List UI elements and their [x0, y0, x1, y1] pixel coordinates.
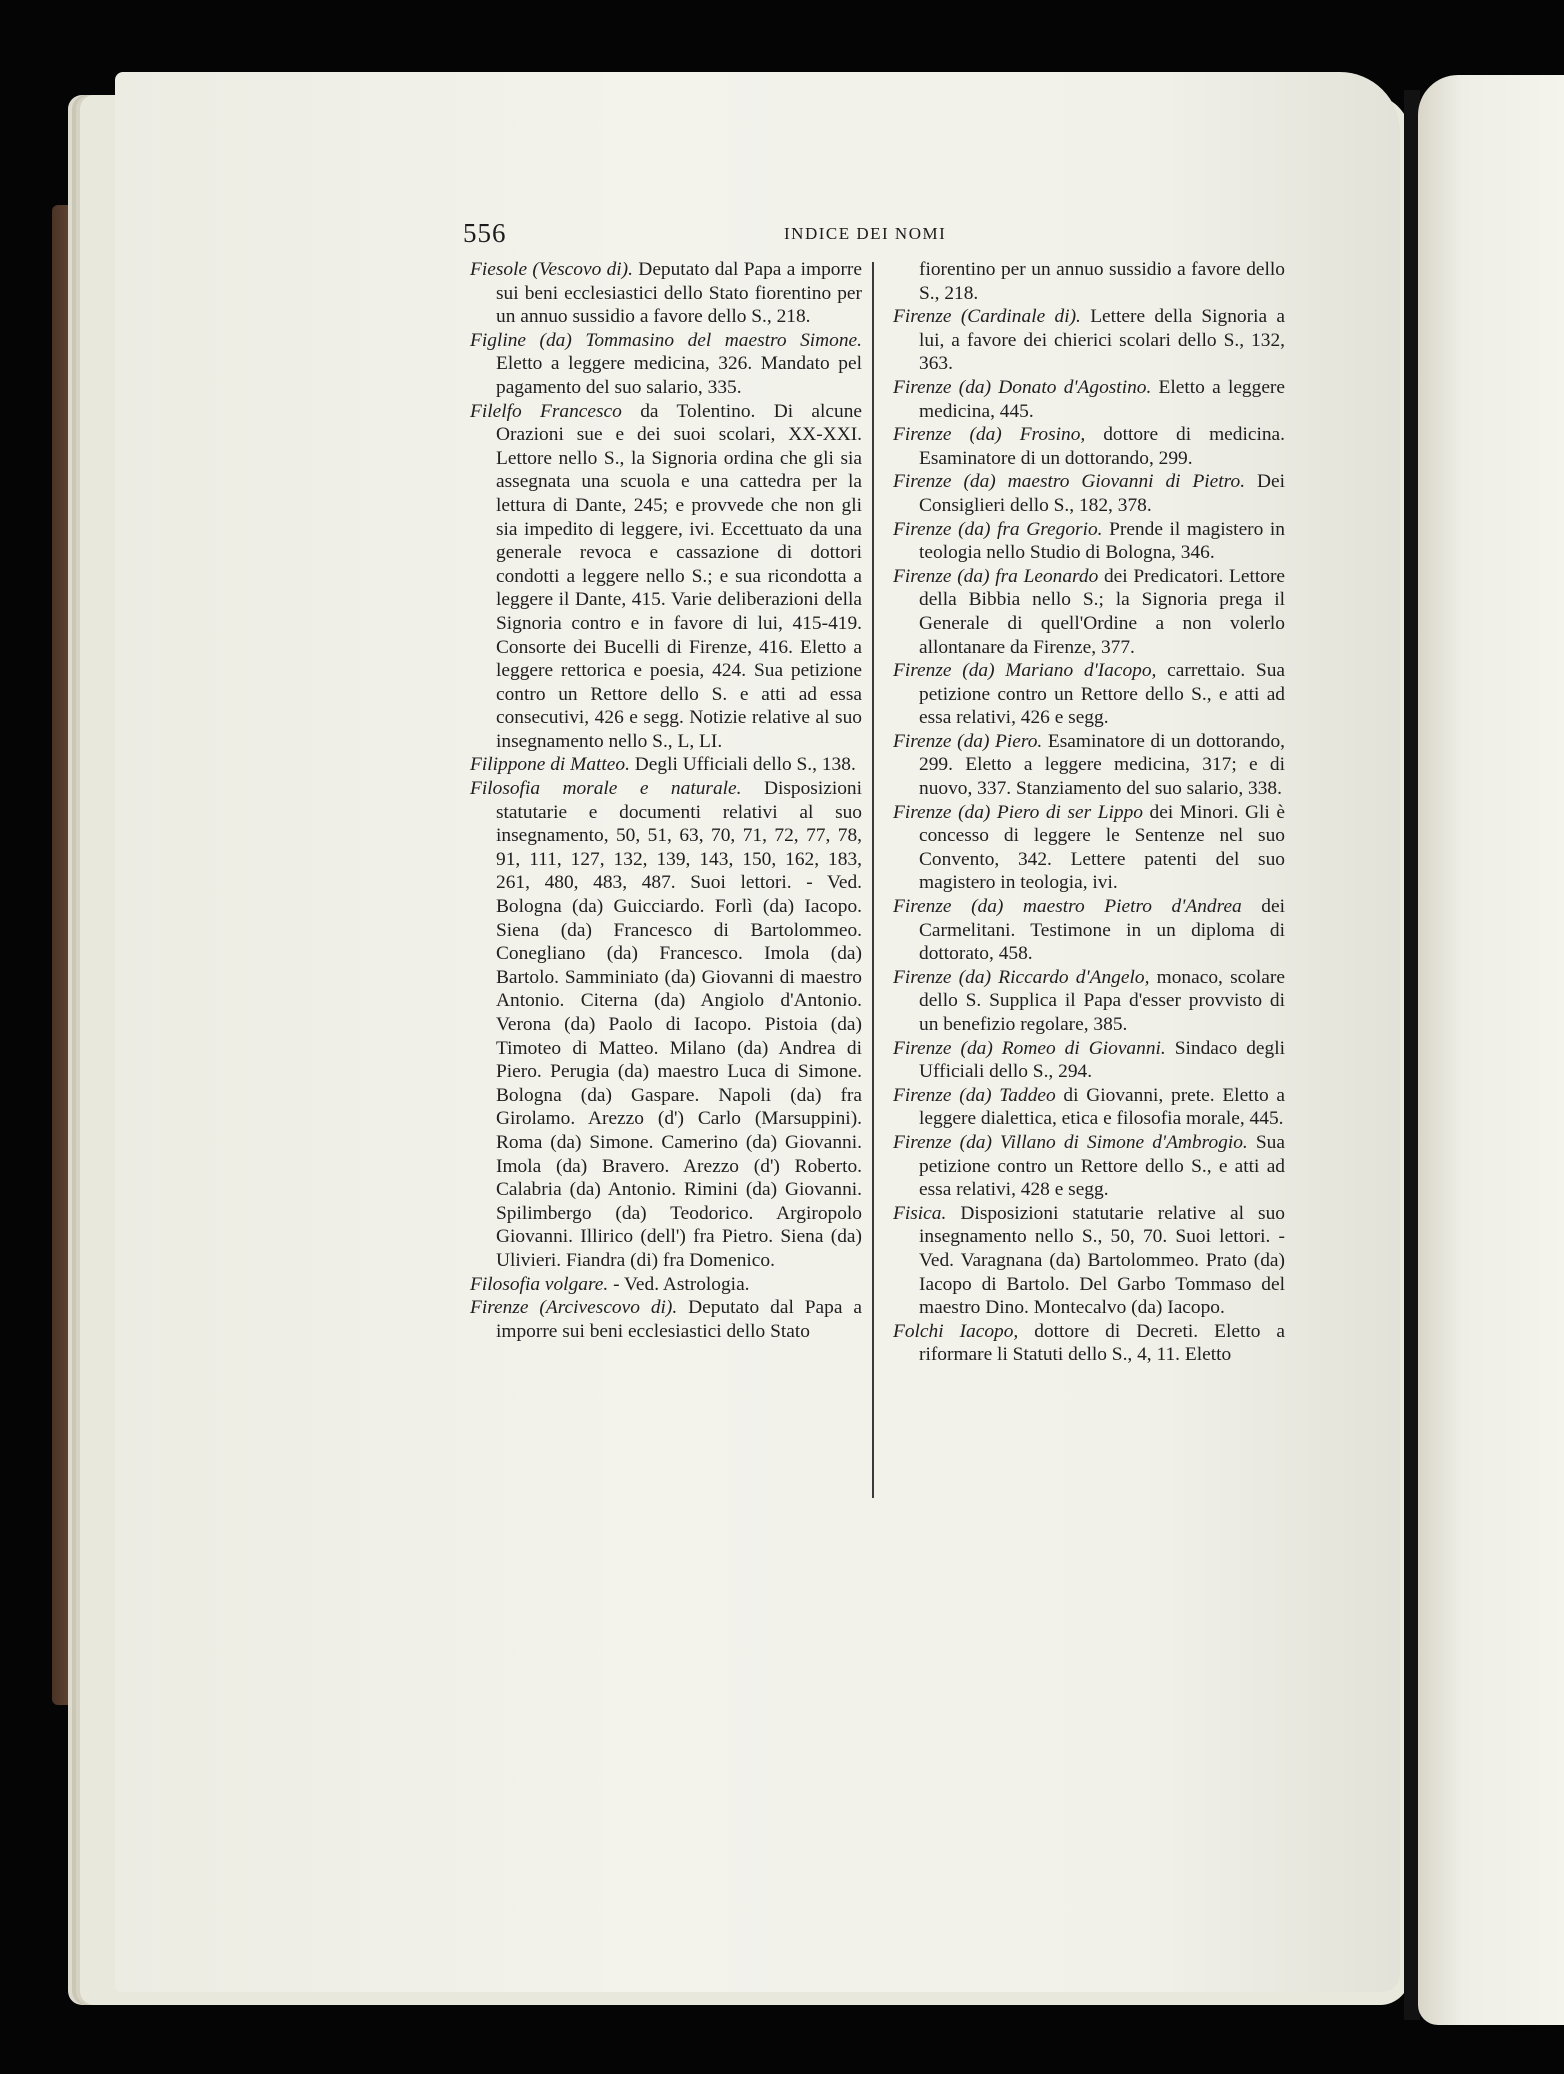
- index-entry: [470, 1273, 862, 1297]
- index-entry-text: Lettere della Signoria a lui, a favore dei chierici scolari dello S., 132, 363.: [919, 306, 1285, 375]
- index-entry-text: Prende il magistero in teologia nello Studio di Bologna, 346.: [919, 518, 1285, 564]
- index-entry-text: Dei Consiglieri dello S., 182, 378.: [919, 471, 1285, 516]
- index-entry: [893, 1037, 1285, 1084]
- index-entry-name: Firenze (da) Villano di Simone d'Ambrogio.: [893, 1131, 1248, 1153]
- index-entry-name: Fiesole (Vescovo di).: [470, 259, 633, 280]
- index-entry-name: Folchi Iacopo,: [893, 1320, 1019, 1342]
- index-entry-text: dei Carmelitani. Testimone in un diploma di dottorato, 458.: [919, 896, 1285, 965]
- index-entry: [893, 659, 1285, 730]
- index-entry-text: Deputato dal Papa a imporre sui beni ecclesiastici dello Stato: [496, 1297, 862, 1342]
- index-entry-text: da Tolentino. Di alcune Orazioni sue e dei suoi scolari, XX-XXI. Lettore nello S., la Signoria ordina che gli sia assegnata una scuola e una cattedra per la lettura di Dante, 245; e provvede che non gli sia impedito di leggere, ivi. Eccettuato da una generale revoca e cassazione di dottori condotti a leggere nello S.; e sua ricondotta a leggere il Dante, 415. Varie deliberazioni della Signoria contro e in favore di lui, 415-419. Consorte dei Bucelli di Firenze, 416. Eletto a leggere rettorica e poesia, 424. Sua petizione contro un Rettore dello S. e atti ad essa consecutivi, 426 e segg. Notizie relative al suo insegnamento nello S., L, LI.: [496, 400, 863, 752]
- index-entry-text: Eletto a leggere medicina, 326. Mandato pel pagamento del suo salario, 335.: [496, 353, 862, 398]
- index-entry: [893, 1320, 1285, 1367]
- index-entry-text: dei Predicatori. Lettore della Bibbia nello S.; la Signoria prega il Generale di quell'Ordine a non volerlo allontanare da Firenze, 377.: [919, 565, 1286, 658]
- index-entry-name: Firenze (Arcivescovo di).: [470, 1297, 678, 1319]
- index-entry: [893, 470, 1285, 517]
- index-entry: [893, 258, 1285, 305]
- index-entry: [470, 777, 862, 1272]
- index-entry: [470, 400, 862, 754]
- index-entry-name: Firenze (da) Riccardo d'Angelo,: [893, 966, 1150, 988]
- right-index-column: [893, 258, 1285, 1367]
- index-entry-text: dottore di Decreti. Eletto a riformare li Statuti dello S., 4, 11. Eletto: [919, 1320, 1285, 1366]
- index-entry-name: Filelfo Francesco: [470, 400, 622, 422]
- index-entry-text: Disposizioni statutarie e documenti relativi al suo insegnamento, 50, 51, 63, 70, 71, 72, 77, 78, 91, 111, 127, 132, 139, 143, 150, 162, 183, 261, 480, 483, 487. Suoi lettori. - Ved. Bologna (da) Guicciardo. Forlì (da) Iacopo. Siena (da) Francesco di Bartolommeo. Conegliano (da) Francesco. Imola (da) Bartolo. Samminiato (da) Giovanni di maestro Antonio. Citerna (da) Angiolo d'Antonio. Verona (da) Paolo di Iacopo. Pistoia (da) Timoteo di Matteo. Milano (da) Andrea di Piero. Perugia (da) maestro Luca di Simone. Bologna (da) Gaspare. Napoli (da) fra Girolamo. Arezzo (d') Carlo (Marsuppini). Roma (da) Simone. Camerino (da) Giovanni. Imola (da) Bravero. Arezzo (d') Roberto. Calabria (da) Antonio. Rimini (da) Giovanni. Spilimbergo (da) Teodorico. Argiropolo Giovanni. Illirico (dell') fra Pietro. Siena (da) Ulivieri. Fiandra (di) fra Domenico.: [496, 778, 862, 1271]
- running-title: INDICE DEI NOMI: [784, 224, 947, 243]
- index-entry: [893, 565, 1285, 659]
- index-entry-text: di Giovanni, prete. Eletto a leggere dialettica, etica e filosofia morale, 445.: [919, 1084, 1285, 1130]
- index-entry-name: Firenze (da) Piero.: [893, 730, 1043, 752]
- index-entry-name: Filosofia volgare.: [470, 1273, 609, 1295]
- index-entry: [893, 1084, 1285, 1131]
- index-entry-text: Sua petizione contro un Rettore dello S., e atti ad essa relativi, 428 e segg.: [919, 1131, 1285, 1201]
- index-entry-name: Firenze (Cardinale di).: [893, 306, 1081, 328]
- index-entry-name: Firenze (da) Piero di ser Lippo: [893, 801, 1143, 823]
- index-entry-text: - Ved. Astrologia.: [608, 1273, 750, 1295]
- index-entry-name: Firenze (da) Donato d'Agostino.: [893, 376, 1152, 398]
- index-entry: [470, 329, 862, 400]
- index-entry-text: Esaminatore di un dottorando, 299. Eletto a leggere medicina, 317; e di nuovo, 337. Stanziamento del suo salario, 338.: [919, 730, 1285, 800]
- index-entry-name: Firenze (da) fra Gregorio.: [893, 518, 1103, 540]
- index-entry-text: Degli Ufficiali dello S., 138.: [629, 754, 856, 776]
- index-entry-text: dottore di medicina. Esaminatore di un dottorando, 299.: [919, 424, 1285, 469]
- index-entry-text: fiorentino per un annuo sussidio a favore dello S., 218.: [919, 259, 1285, 304]
- index-entry-text: Sindaco degli Ufficiali dello S., 294.: [919, 1037, 1285, 1083]
- index-entry-text: Disposizioni statutarie relative al suo insegnamento nello S., 50, 70. Suoi lettori. - Ved. Varagnana (da) Bartolommeo. Prato (da) Iacopo di Bartolo. Del Garbo Tommaso del maestro Dino. Montecalvo (da) Iacopo.: [919, 1202, 1285, 1319]
- index-entry-name: Filippone di Matteo.: [470, 754, 630, 776]
- index-entry: [893, 895, 1285, 966]
- index-entry-name: Fisica.: [893, 1202, 947, 1224]
- index-entry-text: carrettaio. Sua petizione contro un Rettore dello S., e atti ad essa relativi, 426 e segg.: [919, 660, 1286, 729]
- index-entry-text: Eletto a leggere medicina, 445.: [919, 376, 1285, 422]
- index-entry: [893, 305, 1285, 376]
- index-entry-text: Deputato dal Papa a imporre sui beni ecclesiastici dello Stato fiorentino per un annuo sussidio a favore dello S., 218.: [496, 259, 862, 328]
- index-entry-text: monaco, scolare dello S. Supplica il Papa d'esser provvisto di un benefizio regolare, 385.: [919, 966, 1285, 1035]
- index-entry-name: Firenze (da) maestro Pietro d'Andrea: [893, 896, 1242, 918]
- index-entry: [893, 966, 1285, 1037]
- page-number: 556: [463, 218, 507, 248]
- index-entry: [893, 730, 1285, 801]
- index-entry: [893, 1131, 1285, 1202]
- index-entry-text: dei Minori. Gli è concesso di leggere le Sentenze nel suo Convento, 342. Lettere patenti del suo magistero in teologia, ivi.: [919, 801, 1285, 894]
- index-entry: [893, 518, 1285, 565]
- index-entry-name: Firenze (da) Taddeo: [893, 1084, 1056, 1106]
- index-entry: [893, 423, 1285, 470]
- index-entry: [470, 258, 862, 329]
- index-entry: [893, 376, 1285, 423]
- index-entry: [893, 801, 1285, 895]
- index-entry-name: Filosofia morale e naturale.: [470, 778, 742, 800]
- index-entry-name: Firenze (da) maestro Giovanni di Pietro.: [893, 471, 1246, 493]
- facing-page: [1418, 75, 1564, 2025]
- index-entry-name: Firenze (da) Frosino,: [893, 424, 1086, 446]
- index-entry: [470, 1296, 862, 1343]
- index-entry: [893, 1202, 1285, 1320]
- column-divider: [872, 262, 874, 1498]
- index-entry-name: Figline (da) Tommasino del maestro Simone.: [470, 329, 862, 351]
- index-entry: [470, 753, 862, 777]
- left-index-column: [470, 258, 862, 1343]
- index-entry-name: Firenze (da) Romeo di Giovanni.: [893, 1037, 1166, 1059]
- index-entry-name: Firenze (da) fra Leonardo: [893, 565, 1099, 587]
- index-entry-name: Firenze (da) Mariano d'Iacopo,: [893, 660, 1157, 682]
